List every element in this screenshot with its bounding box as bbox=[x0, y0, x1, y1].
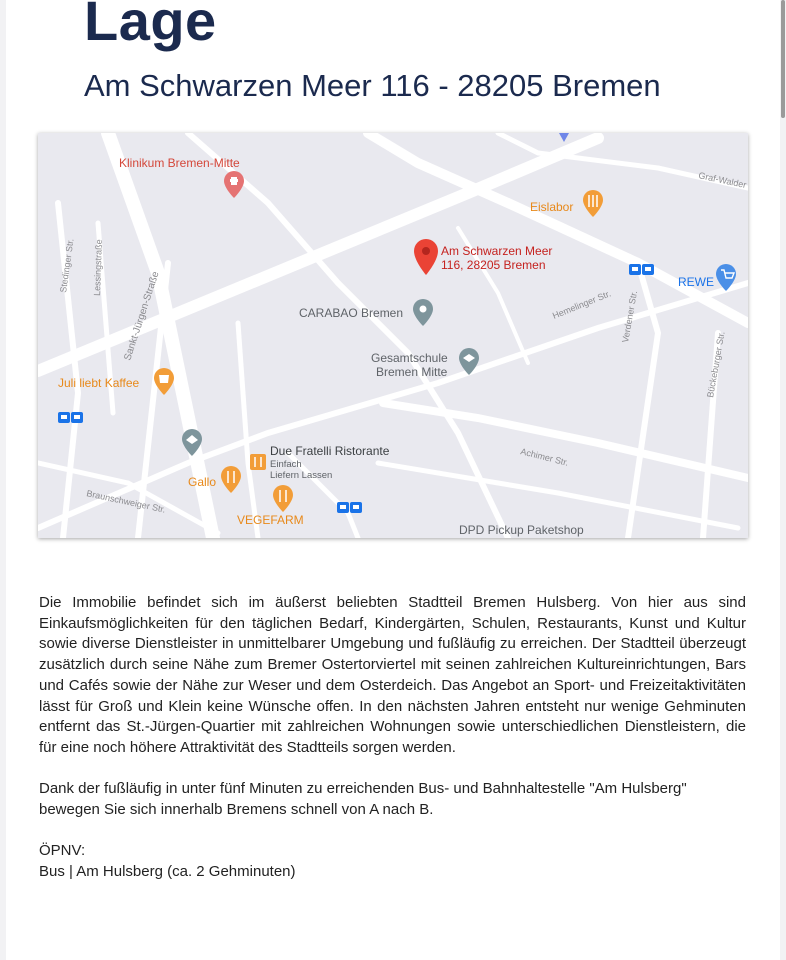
street-label-braunschweiger: Braunschweiger Str. bbox=[85, 488, 167, 515]
description-paragraph-1: Die Immobilie befindet sich im äußerst beliebten Stadtteil Bremen Hulsberg. Von hier aus sind Einkaufsmöglichkeiten für den täglichen Bedarf, Kindergärten, Schulen, Restaurants, Kunst und Kultur sowie diverse Dienstleister in unmittelbarer Umgebung und fußläufig zu erreichen. Der Stadtteil überzeugt zusätzlich durch seine Nähe zum Bremer Ostertorviertel mit seinen zahlreichen Kultureinrichtungen, Bars und Cafés sowie der Nähe zur Weser und dem Osterdeich. Das Angebot an Sport- und Freizeitaktivitäten lässt für Groß und Klein keine Wünsche offen. In den nächsten Jahren entsteht nur wenige Gehminuten entfernt das St.-Jürgen-Quartier mit zahlreichen Wohnungen sowie unterschiedlichen Dienstleistern, die für eine noch höhere Attraktivität des Stadtteils sorgen werden. bbox=[39, 594, 746, 756]
poi-school-label-line1: Gesamtschule bbox=[371, 351, 448, 365]
property-marker-label-line2: 116, 28205 Bremen bbox=[441, 258, 546, 272]
property-address: Am Schwarzen Meer 116 - 28205 Bremen bbox=[84, 68, 661, 103]
street-label-sankt-juergen: Sankt-Jürgen-Straße bbox=[122, 270, 162, 362]
poi-eislabor-label: Eislabor bbox=[530, 200, 574, 214]
page bbox=[6, 0, 780, 960]
poi-rewe-label: REWE bbox=[678, 275, 714, 289]
poi-juli-kaffee-label: Juli liebt Kaffee bbox=[58, 376, 140, 390]
street-label-stedinger: Stedinger Str. bbox=[58, 237, 76, 294]
opnv-label: ÖPNV: bbox=[39, 842, 86, 860]
poi-gallo-label: Gallo bbox=[188, 475, 217, 489]
street-label-achimer: Achimer Str. bbox=[519, 446, 570, 468]
poi-vegefarm-label: VEGEFARM bbox=[237, 513, 304, 527]
street-label-bueckeburger: Bückeburger Str. bbox=[705, 330, 727, 399]
opnv-line: Bus | Am Hulsberg (ca. 2 Gehminuten) bbox=[39, 863, 296, 881]
poi-hospital-label: Klinikum Bremen-Mitte bbox=[119, 156, 240, 170]
street-label-graf-walder: Graf-Walder bbox=[697, 170, 748, 191]
description bbox=[39, 593, 746, 883]
street-label-verdener: Verdener Str. bbox=[620, 289, 640, 344]
poi-carabao-label: CARABAO Bremen bbox=[299, 306, 404, 320]
location-map[interactable] bbox=[38, 133, 748, 538]
street-label-hemelinger: Hemelinger Str. bbox=[551, 288, 613, 321]
scrollbar-thumb[interactable] bbox=[781, 0, 785, 118]
poi-school-label-line2: Bremen Mitte bbox=[376, 365, 448, 379]
scrollbar[interactable] bbox=[780, 0, 786, 960]
restaurant-icon bbox=[250, 454, 266, 470]
description-paragraph-2: Dank der fußläufig in unter fünf Minuten zu erreichenden Bus- und Bahnhaltestelle "Am Hulsberg" bewegen Sie sich innerhalb Bremens schnell von A nach B. bbox=[39, 780, 687, 819]
poi-einfach-label-line2: Liefern Lassen bbox=[270, 470, 333, 481]
poi-due-fratelli-label: Due Fratelli Ristorante bbox=[270, 444, 390, 458]
poi-einfach-label-line1: Einfach bbox=[270, 459, 302, 470]
page-title: Lage bbox=[84, 0, 217, 52]
street-label-lessing: Lessingstraße bbox=[92, 239, 104, 297]
poi-dpd-label[interactable]: DPD Pickup Paketshop bbox=[459, 523, 584, 537]
property-marker-label-line1: Am Schwarzen Meer bbox=[441, 244, 553, 258]
